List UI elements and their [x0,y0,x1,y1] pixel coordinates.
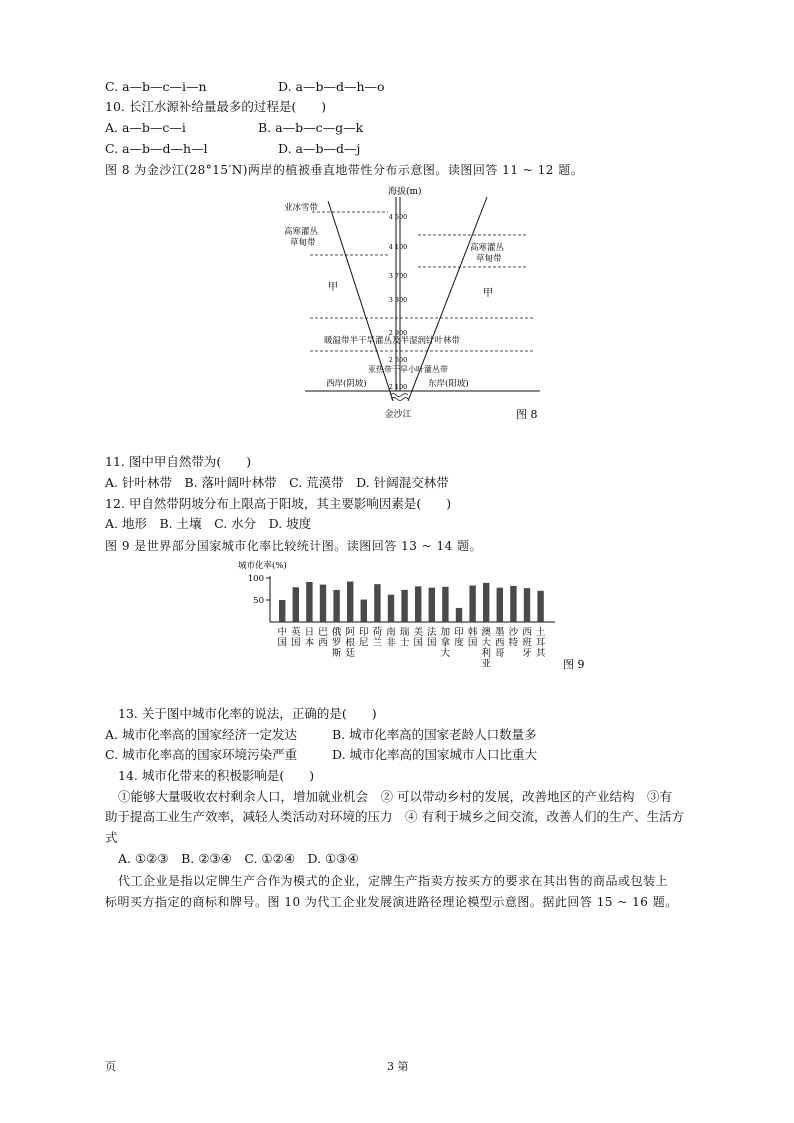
fig9-category-label-8-0: 南 [386,627,396,638]
fig8-elev-2100: 2 100 [388,383,408,391]
fig9-bar-15 [483,583,489,622]
fig9-category-label-1-1: 国 [291,637,301,649]
fig9-category-label-3-1: 西 [318,637,328,649]
fig9-category-label-8-1: 非 [386,637,396,649]
fig8-label-shrub-left-2: 草甸带 [290,238,316,248]
fig9-number: 图 9 [563,658,585,671]
fig9-category-label-5-2: 廷 [345,648,355,659]
fig9-category-label-16-2: 哥 [495,648,505,659]
fig9-category-label-7-1: 兰 [372,637,383,649]
fig9-category-label-19-0: 土 [535,627,546,638]
fig9-category-label-5-1: 根 [345,637,355,649]
fig9-category-label-12-1: 拿 [440,637,451,649]
fig9-category-label-2-1: 本 [304,637,315,649]
fig9-ytick-100: 100 [247,574,264,584]
fig8-axis-title: 海拔(m) [388,187,422,197]
fig8-elev-3300: 3 300 [388,296,408,304]
fig9-category-label-14-0: 韩 [467,627,478,638]
fig9-category-label-19-1: 耳 [535,637,546,649]
fig9-category-label-6-0: 印 [359,627,369,638]
fig9-bar-7 [374,584,380,622]
fig9-category-label-4-1: 罗 [331,637,342,649]
fig9-category-label-11-0: 法 [427,627,437,638]
fig9-category-label-13-0: 印 [454,627,464,638]
fig8-elev-4500: 4 500 [388,213,408,221]
fig9-category-label-15-2: 利 [481,648,491,659]
q14-line3: 式 [105,830,118,845]
q9-option-d: D. a—b—d—h—o [278,79,385,94]
fig8-elev-2500: 2 500 [388,356,408,364]
fig9-intro: 图 9 是世界部分国家城市化率比较统计图。读图回答 13 ~ 14 题。 [105,539,483,553]
fig9-bar-4 [333,590,339,622]
fig9-category-label-17-0: 沙 [508,627,519,638]
fig9-bar-10 [415,586,421,622]
fig9-category-label-15-0: 澳 [481,627,491,638]
fig8-label-east: 东岸(阳坡) [428,379,469,389]
fig8-number: 图 8 [516,408,538,421]
fig9-bar-19 [537,591,543,622]
oem-paragraph-line2: 标明买方指定的商标和牌号。图 10 为代工企业发展演进路径理论模型示意图。据此回答 15 ~ 16 题。 [105,895,678,909]
fig9-bar-2 [306,582,312,622]
fig9-bar-1 [293,587,299,622]
q14-line2: 助于提高工业生产效率，减轻人类活动对环境的压力 ④ 有利于城乡之间交流，改善人们的生产、生活方 [105,809,684,824]
fig8-label-river: 金沙江 [384,410,412,420]
fig9-category-label-9-0: 瑞 [399,627,410,638]
fig8-label-jia-right: 甲 [483,288,493,299]
q10-option-a: A. a—b—c—i [105,120,186,135]
q13-option-a: A. 城市化率高的国家经济一定发达 [105,727,297,742]
fig9-category-label-11-1: 国 [427,637,437,649]
fig9-category-label-18-0: 西 [522,627,532,638]
fig9-category-label-17-1: 特 [508,637,519,649]
fig9-category-label-2-0: 日 [304,627,315,638]
footer-page-number: 3 第 [387,1060,409,1073]
fig9-category-label-0-0: 中 [277,627,287,638]
fig9-ytick-50: 50 [253,596,264,606]
fig9-bar-17 [510,586,516,622]
fig9-category-label-18-1: 班 [522,637,532,649]
fig9-bar-18 [524,588,530,622]
fig9-bar-11 [429,588,435,622]
fig8-label-warm: 暖温带半干旱灌丛及半湿润针叶林带 [324,336,461,346]
oem-paragraph-line1: 代工企业是指以定牌生产合作为模式的企业，定牌生产指卖方按买方的要求在其出售的商品或包装上 [118,874,669,888]
q14-options: A. ①②③ B. ②③④ C. ①②④ D. ①③④ [118,851,359,866]
fig9-bar-6 [361,600,367,622]
fig9-category-label-3-0: 巴 [318,627,328,638]
fig9-bar-8 [388,595,394,622]
fig9-category-label-16-0: 墨 [495,627,505,638]
fig9-category-label-18-2: 牙 [522,648,532,659]
fig9-bar-12 [442,587,448,622]
q10-option-c: C. a—b—d—h—l [105,141,208,156]
fig9-category-label-7-0: 荷 [372,627,383,638]
fig9-bar-16 [497,588,503,622]
fig8-label-shrub-left-1: 高寒灌丛 [284,227,319,237]
fig8-elev-4100: 4 100 [388,243,408,251]
fig8-intro: 图 8 为金沙江(28°15′N)两岸的植被垂直地带性分布示意图。读图回答 11 ~ 12 题。 [105,163,584,177]
fig9-category-label-10-1: 国 [413,637,423,649]
fig8-label-subtropic: 亚热带干旱小叶灌丛带 [368,365,448,374]
fig9-category-label-6-1: 尼 [359,637,369,649]
q10-stem: 10. 长江水源补给量最多的过程是( ) [105,99,327,114]
fig9-category-label-13-1: 度 [454,637,464,649]
fig9-category-label-12-2: 大 [440,648,451,659]
fig8-elev-2900: 2 900 [388,329,408,337]
q10-option-b: B. a—b—c—g—k [258,120,364,135]
fig9-bar-14 [469,585,475,622]
q12-stem: 12. 甲自然带阴坡分布上限高于阳坡，其主要影响因素是( ) [105,496,452,511]
footer-left: 页 [105,1060,116,1073]
q13-option-c: C. 城市化率高的国家环境污染严重 [105,747,298,762]
fig9-ylabel: 城市化率(%) [238,561,287,571]
q11-options: A. 针叶林带 B. 落叶阔叶林带 C. 荒漠带 D. 针阔混交林带 [105,475,449,490]
fig9-category-label-5-0: 阿 [345,627,355,638]
fig9-bar-13 [456,608,462,622]
q13-stem: 13. 关于图中城市化率的说法，正确的是( ) [118,706,377,721]
fig9-category-label-4-0: 俄 [331,627,342,638]
q11-stem: 11. 图中甲自然带为( ) [105,454,252,469]
fig9-category-label-10-0: 美 [413,627,423,638]
fig9-category-label-14-1: 国 [467,637,478,649]
q10-option-d: D. a—b—d—j [278,141,361,156]
fig9-category-label-0-1: 国 [277,637,287,649]
fig9-category-label-1-0: 英 [291,627,301,638]
q12-options: A. 地形 B. 土壤 C. 水分 D. 坡度 [105,516,312,531]
fig9-category-label-15-1: 大 [481,637,491,649]
q13-option-d: D. 城市化率高的国家城市人口比重大 [332,747,538,762]
q14-line1: ①能够大量吸收农村剩余人口，增加就业机会 ② 可以带动乡村的发展，改善地区的产业结构 ③有 [118,789,672,804]
fig8-elev-3700: 3 700 [388,272,408,280]
fig9-category-label-9-1: 士 [399,637,410,649]
fig9-category-label-19-2: 其 [535,648,546,659]
fig9-category-label-16-1: 西 [495,637,505,649]
fig9-bar-3 [320,585,326,622]
fig9-category-label-4-2: 斯 [331,648,342,659]
fig9-bar-5 [347,582,353,622]
q13-option-b: B. 城市化率高的国家老龄人口数量多 [332,727,537,742]
fig9-bar-9 [401,590,407,622]
q14-stem: 14. 城市化带来的积极影响是( ) [118,768,315,783]
fig8-label-snow: 业冰雪带 [284,203,319,213]
fig9-category-label-12-0: 加 [440,627,451,638]
fig9-chart [230,558,600,676]
fig8-label-west: 西岸(阴坡) [326,379,367,389]
fig8-diagram [280,183,570,428]
fig9-category-label-15-3: 亚 [481,658,491,670]
q9-option-c: C. a—b—c—i—n [105,79,207,94]
fig9-bar-0 [279,600,285,622]
fig8-label-shrub-right-1: 高寒灌丛 [470,243,505,253]
fig8-label-shrub-right-2: 草甸带 [476,254,502,264]
fig8-label-jia-left: 甲 [328,282,338,293]
